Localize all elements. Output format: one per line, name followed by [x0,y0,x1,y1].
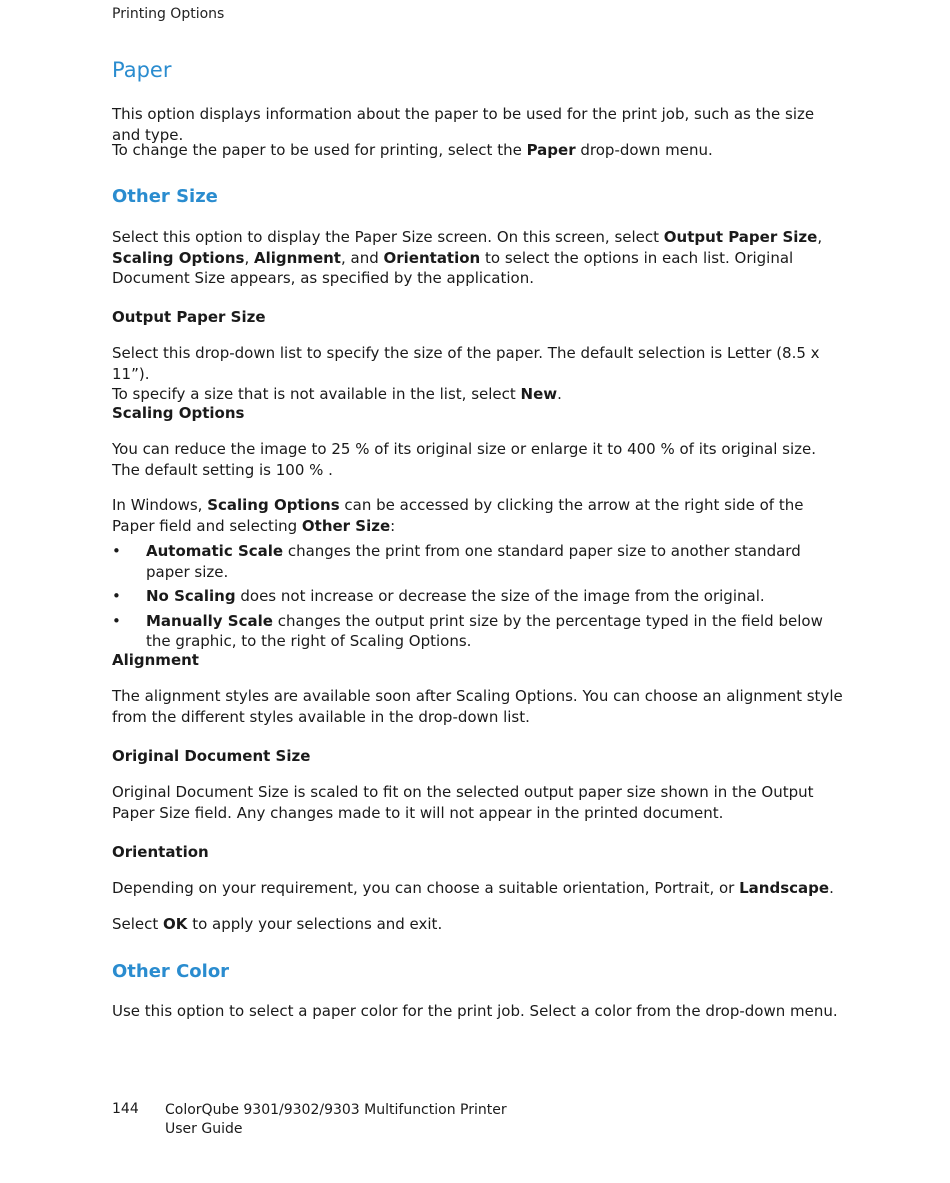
heading-original-document-size: Original Document Size [112,747,311,765]
alignment-description: The alignment styles are available soon after Scaling Options. You can choose an alignment style from the different styles available in the drop-down list. [112,687,843,726]
bullet: • [112,587,121,605]
running-head: Printing Options [112,6,225,22]
subsection-heading-other-color: Other Color [112,961,230,982]
heading-scaling-options: Scaling Options [112,404,245,422]
footer-product: ColorQube 9301/9302/9303 Multifunction Printer [165,1102,507,1118]
footer-guide: User Guide [165,1121,243,1137]
scaling-range-description: You can reduce the image to 25 % of its original size or enlarge it to 400 % of its original size. The default setting is 100 % . [112,440,817,479]
other-size-description: Select this option to display the Paper Size screen. On this screen, select Output Paper Size, Scaling Options, Alignment, and Orientation to select the options in each list. Original Document Size appears, as specified by the application. [112,228,823,287]
ok-instruction: Select OK to apply your selections and exit. [112,915,443,933]
paper-change-instruction: To change the paper to be used for printing, select the Paper drop-down menu. [112,141,713,159]
original-document-size-description: Original Document Size is scaled to fit on the selected output paper size shown in the Output Paper Size field. Any changes made to it will not appear in the printed document. [112,783,814,822]
heading-output-paper-size: Output Paper Size [112,308,266,326]
heading-orientation: Orientation [112,843,209,861]
bullet: • [112,611,121,630]
list-item: • Automatic Scale changes the print from one standard paper size to another standard paper size. [112,542,801,581]
output-paper-size-description: Select this drop-down list to specify the size of the paper. The default selection is Letter (8.5 x 11”). To specify a size that is not available in the list, select New. [112,344,820,403]
list-item: • No Scaling does not increase or decrease the size of the image from the original. [112,587,765,605]
scaling-options-list [112,541,847,652]
paper-description: This option displays information about the paper to be used for the print job, such as the size and type. [112,105,815,144]
orientation-description: Depending on your requirement, you can choose a suitable orientation, Portrait, or Landscape. [112,879,834,897]
bullet: • [112,542,121,560]
page-number: 144 [112,1101,139,1117]
subsection-heading-other-size: Other Size [112,186,218,207]
other-color-description: Use this option to select a paper color for the print job. Select a color from the drop-down menu. [112,1002,838,1020]
list-item: • Manually Scale changes the output print size by the percentage typed in the field below the graphic, to the right of Scaling Options. [112,611,823,650]
heading-alignment: Alignment [112,651,199,669]
footer-title [165,1101,507,1139]
section-heading-paper: Paper [112,58,172,82]
scaling-windows-description: In Windows, Scaling Options can be accessed by clicking the arrow at the right side of the Paper field and selecting Other Size: [112,496,804,535]
